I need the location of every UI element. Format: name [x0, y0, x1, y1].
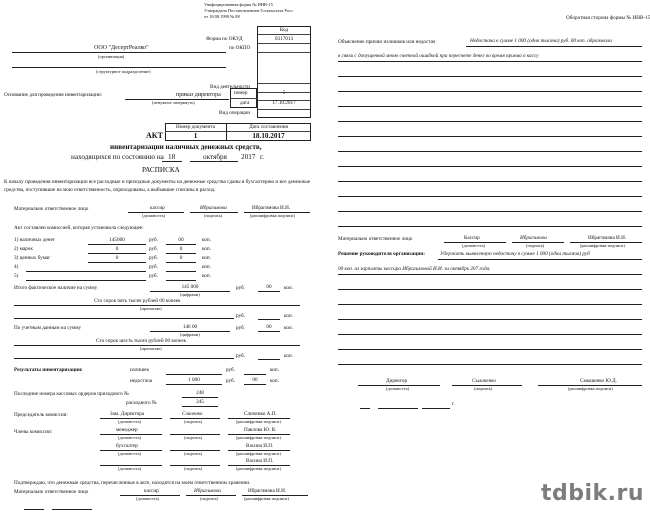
book-value: 146 00: [182, 324, 198, 330]
date-label: дата: [240, 100, 250, 106]
receipt-position: кассир: [150, 205, 165, 211]
actual-value: 145 000: [181, 284, 199, 290]
act-number: 1: [193, 132, 198, 140]
basis-value: приказ директора: [176, 92, 221, 98]
surplus-label: излишек: [130, 367, 150, 373]
member2-position: бухгалтер: [116, 443, 138, 449]
number-value: 5: [282, 90, 286, 96]
confirm-text: Подтверждаю, что денежные средства, перечисленные в акте, находятся на моем ответственном хранении.: [14, 480, 251, 486]
reason-label: Объяснение причин излишков или недостач: [338, 39, 436, 45]
receipt-text: К началу проведения инвентаризации все расходные и приходные документы на денежные средства сданы в бухгалтерию и все денежные средства, поступившие на мою ответственность, оприходованы, а выбывшие списаны в расход.: [4, 179, 311, 193]
caption-name: (расшифровка подписи): [244, 496, 289, 501]
out-order: 245: [196, 399, 204, 405]
reason-line-1: Недостача в сумме 1 000 (одна тысяча) руб. 00 коп. образовала: [470, 38, 612, 44]
found-row-label: 2) марок: [14, 246, 33, 252]
activity-label: Вид деятельности: [210, 84, 250, 90]
caption-position: (должность): [386, 386, 410, 391]
caption-signature: (подпись): [184, 466, 203, 471]
caption-name: (расшифровка подписи): [236, 435, 281, 440]
director-position: Директор: [386, 378, 408, 384]
state-year: 2017: [241, 153, 256, 161]
back-year-suffix: г.: [452, 401, 455, 407]
confirm-name: Ибрагимова И.И.: [248, 488, 287, 494]
rub-unit: руб.: [236, 313, 245, 319]
caption-signature: (подпись): [184, 419, 203, 424]
actual-words: Сто сорок пять тысяч рублей 00 копеек: [94, 298, 181, 304]
chair-signature: Сличенко: [182, 411, 203, 417]
found-row-rub-unit: руб.: [149, 237, 158, 243]
chair-position: Зам. Директора: [110, 411, 145, 417]
caption-signature: (подпись): [184, 451, 203, 456]
form-approval-line: Утверждена Постановлением Госкомстата Росс: [204, 8, 293, 13]
back-signature: Ибрагимова: [520, 235, 547, 241]
found-row-rub: 0: [115, 246, 119, 252]
caption-words: (прописью): [140, 306, 162, 311]
caption-name: (расшифровка подписи): [580, 243, 625, 248]
caption-position: (должность): [118, 451, 142, 456]
found-row-kop: 0: [179, 246, 183, 252]
member1-name: Павлова Ю. В.: [244, 427, 277, 433]
actual-kop-unit: коп.: [284, 285, 293, 291]
found-row-label: 4): [14, 264, 19, 270]
found-row-label: 1) наличных денег: [14, 237, 56, 243]
shortage-kop-unit: коп.: [270, 378, 279, 384]
surplus-kop-unit: коп.: [270, 367, 279, 373]
in-order: 248: [196, 390, 204, 396]
chair-label: Председатель комиссии:: [14, 412, 68, 418]
found-row-kop-unit: коп.: [202, 246, 211, 252]
rub-unit: руб.: [236, 353, 245, 359]
found-row-rub: 145000: [109, 237, 125, 243]
confirm-person-label: Материально ответственное лицо: [14, 489, 89, 495]
okpo-label: по ОКПО: [229, 45, 251, 51]
commission-intro: Акт составлен комиссией, которая установила следующее:: [14, 225, 144, 231]
division-caption: (структурное подразделение): [96, 69, 151, 74]
caption-name: (расшифровка подписи): [568, 386, 613, 391]
receipt-person-label: Материально ответственное лицо: [14, 206, 89, 212]
receipt-name: Ибрагимова И.И.: [252, 205, 291, 211]
last-orders-label: Последние номера кассовых ордеров приходного №: [14, 391, 130, 397]
book-label: По учетным данным на сумму: [14, 325, 82, 331]
watermark: tdbik.ru: [540, 481, 644, 506]
state-prefix: находящихся по состоянию на: [71, 153, 164, 161]
member3-name: Васина И.П.: [246, 458, 274, 464]
director-signature: Сыличенко: [472, 378, 497, 384]
book-kop-unit: коп.: [284, 325, 293, 331]
found-row-kop: 00: [178, 237, 184, 243]
act-title: АКТ: [146, 131, 163, 140]
shortage-rub-unit: руб.: [226, 378, 235, 384]
shortage-kop: 00: [252, 377, 258, 383]
results-label: Результаты инвентаризации:: [14, 367, 83, 373]
member2-name: Васина И.П.: [246, 443, 274, 449]
shortage-value: 1 000: [188, 377, 200, 383]
kop-unit: коп.: [284, 353, 293, 359]
caption-name: (расшифровка подписи): [236, 466, 281, 471]
member1-position: менеджер: [116, 427, 138, 433]
state-year-suffix: г.: [260, 153, 264, 161]
found-row-label: 5): [14, 273, 19, 279]
act-date: 18.10.2017: [252, 132, 285, 140]
caption-position: (должность): [118, 435, 142, 440]
found-row-kop-unit: коп.: [202, 273, 211, 279]
back-position: Кассир: [464, 235, 480, 241]
caption-position: (должность): [118, 419, 142, 424]
caption-position: (должность): [462, 243, 486, 248]
found-row-rub: 0: [115, 255, 119, 261]
date-value: 17.10.2017: [272, 100, 296, 106]
found-row-rub-unit: руб.: [149, 264, 158, 270]
out-order-label: расходного №: [126, 400, 157, 406]
found-row-kop-unit: коп.: [202, 264, 211, 270]
back-name: Ибрагимова И.И.: [588, 235, 627, 241]
caption-signature: (подпись): [526, 243, 545, 248]
okud-value: 0317013: [274, 36, 294, 42]
receipt-signature: Ибрагимова: [200, 205, 227, 211]
reason-line-2: в связи с допущенной мною счетной ошибкой при пересчете денег во время приема в кассу: [338, 53, 539, 59]
basis-label: Основание для проведения инвентаризации:: [4, 92, 103, 98]
form-number-line: Унифицированная форма № ИНВ-15: [204, 2, 273, 7]
found-row-rub-unit: руб.: [149, 246, 158, 252]
okud-label: Форма по ОКУД: [206, 36, 243, 42]
book-kop: 00: [266, 324, 272, 330]
decision-line-1: Удержать выявленную недостачу в сумме 1 000 (одна тысяча) руб: [440, 251, 590, 257]
back-person-label: Материально ответственное лицо: [338, 236, 413, 242]
confirm-position: кассир: [144, 488, 159, 494]
caption-position: (должность): [136, 496, 160, 501]
code-header: Код: [279, 27, 289, 33]
book-rub-unit: руб.: [236, 325, 245, 331]
caption-signature: (подпись): [200, 496, 219, 501]
basis-caption: (ненужное зачеркнуть): [152, 100, 195, 105]
caption-signature: (подпись): [204, 213, 223, 218]
actual-rub-unit: руб.: [236, 285, 245, 291]
found-row-label: 3) ценных бумаг: [14, 255, 51, 261]
org-caption: (организация): [98, 54, 125, 59]
caption-signature: (подпись): [184, 435, 203, 440]
caption-words: (прописью): [140, 346, 162, 351]
actual-label: Итого фактическое наличие на сумму: [14, 285, 98, 291]
receipt-title: РАСПИСКА: [142, 166, 180, 174]
chair-name: Сличенко А.П.: [244, 411, 277, 417]
caption-name: (расшифровка подписи): [236, 419, 281, 424]
actual-kop: 00: [266, 284, 272, 290]
caption-position: (должность): [142, 213, 166, 218]
number-label: номер: [234, 90, 248, 96]
caption-name: (расшифровка подписи): [250, 213, 295, 218]
form-date-line: от 18.08.1998 № 88: [204, 14, 240, 19]
found-row-kop: 0: [179, 255, 183, 261]
operation-label: Вид операции: [219, 110, 251, 116]
state-month: октября: [203, 153, 227, 161]
found-row-rub-unit: руб.: [149, 255, 158, 261]
members-label: Члены комиссии:: [14, 429, 53, 435]
confirm-signature: Ибрагимова: [194, 488, 221, 494]
found-row-rub-unit: руб.: [149, 273, 158, 279]
date-header: Дата составления: [249, 124, 288, 130]
book-words: Сто сорок шесть тысяч рублей 00 копеек: [96, 338, 187, 344]
kop-unit: коп.: [284, 313, 293, 319]
docnum-header: Номер документа: [176, 124, 215, 130]
decision-label: Решение руководителя организации:: [338, 251, 425, 257]
caption-digits: (цифрами): [180, 292, 200, 297]
state-day: 18: [168, 153, 176, 161]
found-row-kop-unit: коп.: [202, 237, 211, 243]
surplus-rub-unit: руб.: [226, 367, 235, 373]
org-name: ООО "ДесертРеалко": [94, 45, 149, 51]
caption-digits: (цифрами): [180, 332, 200, 337]
caption-name: (расшифровка подписи): [236, 451, 281, 456]
director-name: Смышенко Ю.Д.: [580, 378, 617, 384]
caption-signature: (подпись): [474, 386, 493, 391]
back-header: Оборотная сторона формы № ИНВ-15: [566, 15, 650, 21]
caption-position: (должность): [118, 466, 142, 471]
found-row-kop-unit: коп.: [202, 255, 211, 261]
shortage-label: недостача: [130, 378, 153, 384]
decision-line-2: 00 коп. из зарплаты кассира Ибрагимовой И.И. за октябрь 207 года.: [338, 266, 491, 272]
act-subtitle: инвентаризации наличных денежных средств,: [110, 143, 262, 151]
